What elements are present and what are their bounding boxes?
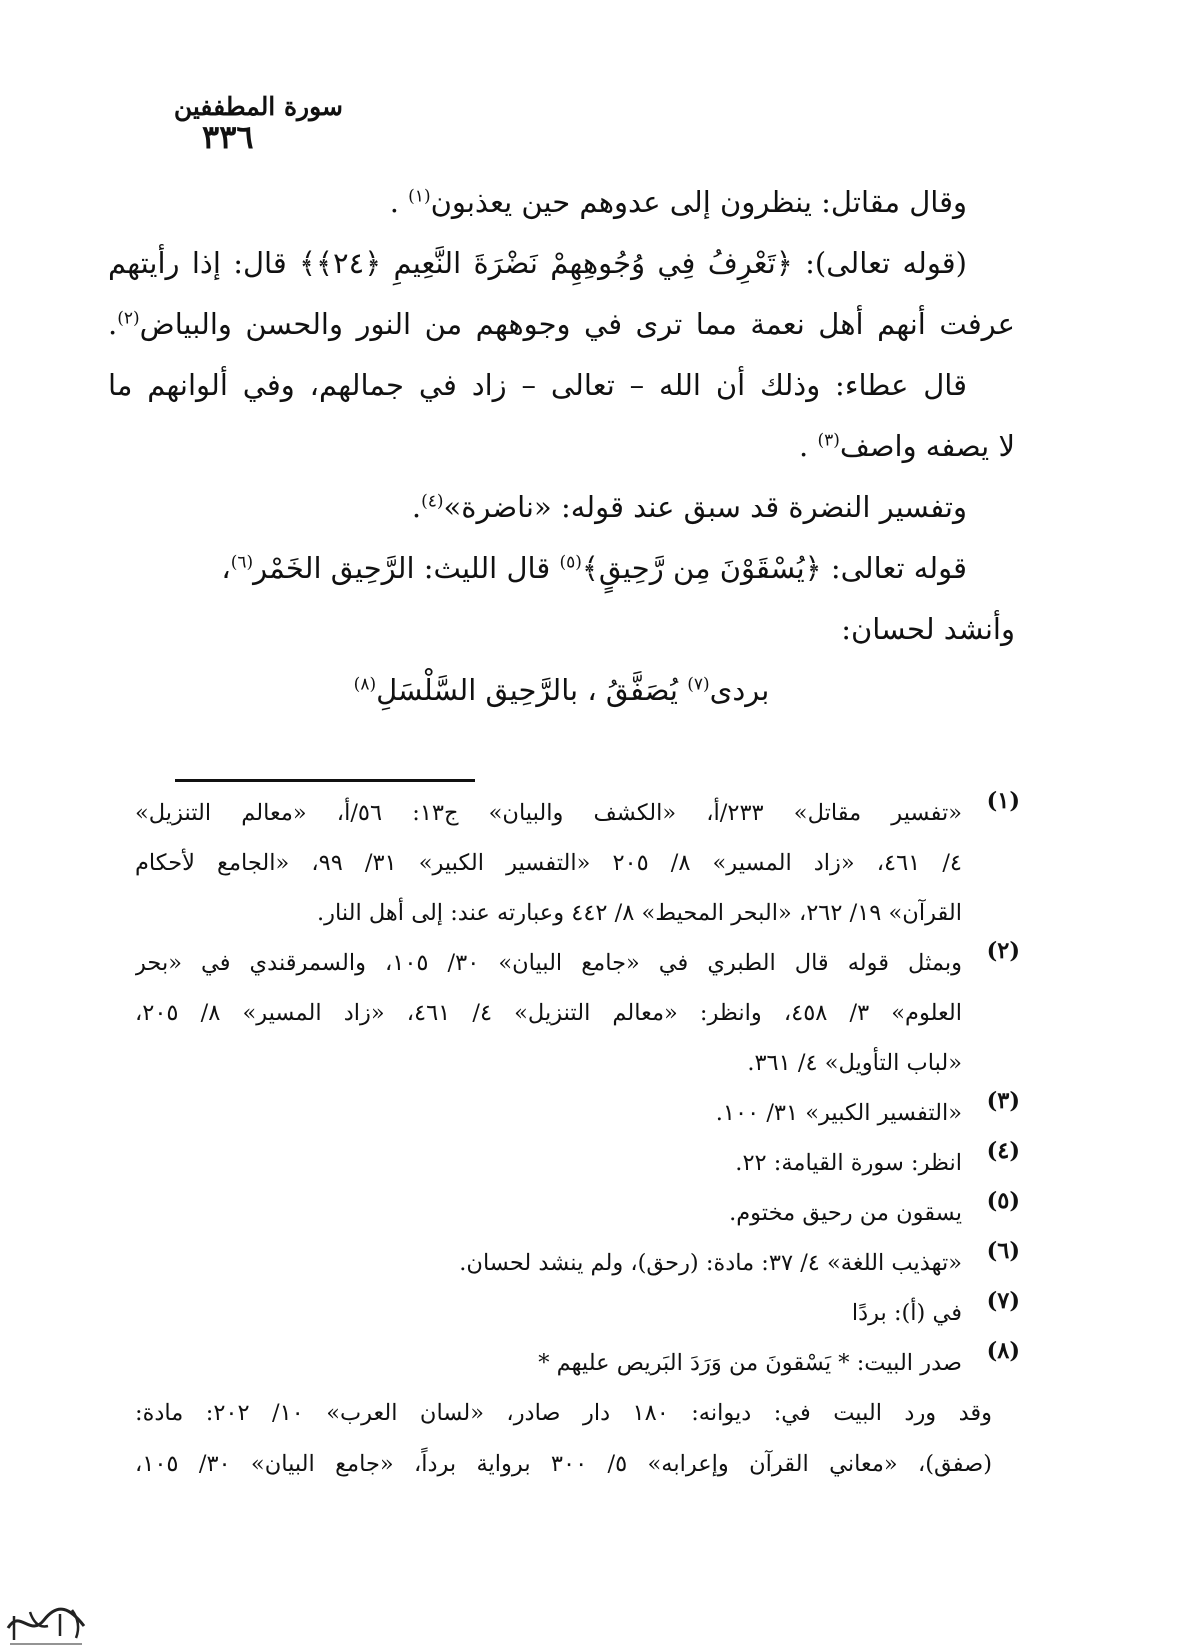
footnote-number: (٤) [986, 1138, 1020, 1164]
footnote [135, 1138, 1020, 1188]
footnote [135, 1338, 1020, 1388]
text-line [108, 172, 1015, 233]
text-span: بردى [709, 673, 770, 707]
footnote-number: (٢) [986, 938, 1020, 964]
footnote-number: (٣) [986, 1088, 1020, 1114]
footnote-line: «لباب التأويل» ٤/ ٣٦١. [747, 1050, 962, 1076]
footnote-line: «تفسير مقاتل» ٢٣٣/أ، «الكشف والبيان» ج١٣: ٥٦/أ، «معالم التنزيل» [135, 800, 962, 826]
footnote [135, 938, 1020, 1088]
footnote-ref: (٣) [817, 430, 840, 451]
text-span: عرفت أنهم أهل نعمة مما ترى في وجوههم من النور والحسن والبياض [139, 307, 1015, 341]
text-span: وأنشد لحسان: [841, 612, 1015, 646]
text-span: . [389, 185, 409, 219]
footnote-line: انظر: سورة القيامة: ٢٢. [735, 1150, 962, 1176]
page-number: ٣٣٦ [202, 118, 254, 156]
footnote-line: وقد ورد البيت في: ديوانه: ١٨٠ دار صادر، «لسان العرب» ١٠/ ٢٠٢: مادة: [135, 1400, 992, 1426]
footnote-ref: (١) [408, 186, 431, 207]
footnote-ref: (٤) [421, 491, 444, 512]
footnote-line: ٤/ ٤٦١، «زاد المسير» ٨/ ٢٠٥ «التفسير الكبير» ٣١/ ٩٩، «الجامع لأحكام [135, 850, 962, 876]
text-span: ، [221, 551, 231, 585]
text-line [108, 538, 1015, 599]
footnote-line: «تهذيب اللغة» ٤/ ٣٧: مادة: (رحق)، ولم ينشد لحسان. [459, 1250, 962, 1276]
text-span: (قوله تعالى): ﴿تَعْرِفُ فِي وُجُوهِهِمْ نَضْرَةَ النَّعِيمِ ﴿٢٤﴾﴾ قال: إذا رأيتهم [108, 246, 967, 280]
text-span: . [108, 307, 118, 341]
footnote-line: وبمثل قوله قال الطبري في «جامع البيان» ٣٠/ ١٠٥، والسمرقندي في «بحر [135, 950, 962, 976]
footnote-number: (٨) [986, 1338, 1020, 1364]
surah-title: سورة المطففين [173, 92, 343, 121]
footnote-line: «التفسير الكبير» ٣١/ ١٠٠. [715, 1100, 962, 1126]
footnote-ref: (٦) [230, 552, 254, 573]
text-span: قال الليث: الرَّحِيق الخَمْر [253, 551, 560, 585]
text-span: وتفسير النضرة قد سبق عند قوله: «ناضرة» [443, 490, 967, 524]
library-logo-icon [0, 1568, 92, 1650]
text-span: . [411, 490, 422, 524]
text-line [108, 477, 1015, 538]
text-span: قال عطاء: وذلك أن الله – تعالى – زاد في جمالهم، وفي ألوانهم ما [108, 368, 967, 402]
footnote-ref: (٢) [117, 308, 140, 329]
footnote-number: (٧) [986, 1288, 1020, 1314]
footnote [135, 1288, 1020, 1338]
text-span: قوله تعالى: ﴿يُسْقَوْنَ مِن رَّحِيقٍ﴾ [581, 551, 967, 585]
text-line [108, 416, 1015, 477]
footnote-line: يسقون من رحيق مختوم. [729, 1200, 962, 1226]
footnote-line: القرآن» ١٩/ ٢٦٢، «البحر المحيط» ٨/ ٤٤٢ وعبارته عند: إلى أهل النار. [316, 900, 962, 926]
text-line [108, 599, 1015, 660]
footnotes [135, 788, 1020, 1490]
text-line [108, 355, 1015, 416]
text-span: وقال مقاتل: ينظرون إلى عدوهم حين يعذبون [430, 185, 967, 219]
text-span: . [799, 429, 818, 463]
footnote-line: في (أ): بردًا [851, 1300, 962, 1326]
text-span: يُصَفَّقُ ، بالرَّحِيق السَّلْسَلِ [376, 673, 688, 707]
footnote-ref: (٧) [687, 674, 710, 695]
footnote-line: العلوم» ٣/ ٤٥٨، وانظر: «معالم التنزيل» ٤/ ٤٦١، «زاد المسير» ٨/ ٢٠٥، [135, 1000, 962, 1026]
footnote-separator [175, 779, 475, 782]
footnote [135, 1088, 1020, 1138]
footnote-line: صدر البيت: * يَسْقونَ من وَرَدَ البَريص عليهم * [538, 1350, 962, 1376]
footnote [135, 1238, 1020, 1288]
main-text [108, 172, 1015, 721]
footnote-ref: (٥) [559, 552, 582, 573]
text-line [108, 660, 1015, 721]
footnote-continuation [135, 1388, 1020, 1490]
footnote [135, 788, 1020, 938]
footnote-number: (٦) [986, 1238, 1020, 1264]
footnote-ref: (٨) [353, 674, 377, 695]
footnote-number: (٥) [986, 1188, 1020, 1214]
text-line [108, 294, 1015, 355]
footnote-number: (١) [986, 788, 1020, 814]
text-line [108, 233, 1015, 294]
text-span: لا يصفه واصف [839, 429, 1015, 463]
footnote-line: (صفق)، «معاني القرآن وإعرابه» ٥/ ٣٠٠ برواية برداً، «جامع البيان» ٣٠/ ١٠٥، [135, 1451, 992, 1477]
footnote [135, 1188, 1020, 1238]
